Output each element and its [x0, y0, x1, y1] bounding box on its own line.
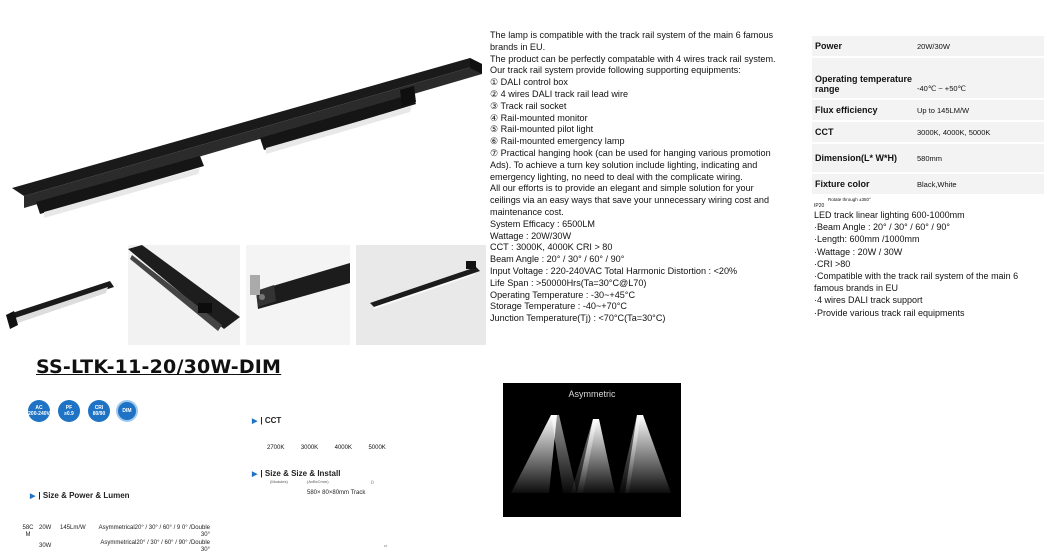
power-section-heading [30, 491, 130, 500]
description-line: All our efforts is to provide an elegant and simple solution for your [490, 183, 754, 194]
cct-heading-text: | CCT [260, 416, 282, 425]
feature-item: ·Wattage : 20W / 30W [814, 246, 903, 257]
description-line: ① DALI control box [490, 77, 568, 88]
spec-row-color [812, 174, 1044, 196]
feature-item: ·4 wires DALI track support [814, 295, 923, 306]
cct-value: 3000K [300, 445, 319, 451]
product-thumbnail [128, 245, 240, 345]
product-hero-image [0, 30, 485, 235]
description-line: emergency lighting, no need to deal with the complicate wiring. [490, 171, 743, 182]
feature-item: ·Compatible with the track rail system of the main 6 famous brands in EU [814, 271, 1019, 294]
feature-item: ·CRI >80 [814, 258, 851, 269]
cct-value: 2700K [267, 445, 285, 451]
description-line: Storage Temperature : -40~+70°C [490, 301, 627, 312]
description-line: ceilings via an easy ways that save your unnecessary wiring cost and [490, 195, 770, 206]
spec-key: Fixture color [815, 179, 870, 189]
spec-row-flux [812, 100, 1044, 122]
cct-values [267, 436, 398, 454]
product-thumbnail [356, 245, 486, 345]
feature-list [814, 197, 1046, 319]
description-line: ④ Rail-mounted monitor [490, 112, 588, 123]
feature-item: LED track linear lighting 600-1000mm [814, 210, 965, 220]
description-line: ③ Track rail socket [490, 100, 567, 111]
feature-item: ·Length: 600mm /1000mm [814, 234, 920, 245]
arrow-icon: ▶ [30, 493, 36, 500]
description-line: The product can be perfectly compatable with 4 wires track rail system. [490, 53, 776, 64]
cct-value: 4000K [334, 445, 352, 451]
page-mark: ⁵⁰ [384, 544, 388, 549]
spec-table [812, 36, 1044, 196]
description-line: Junction Temperature(Tj) : <70°C(Ta=30°C) [490, 313, 666, 324]
product-description [490, 30, 808, 325]
description-line: Beam Angle : 20° / 30° / 60° / 90° [490, 254, 625, 265]
spec-value: -40℃ ~ +50℃ [917, 84, 966, 93]
feature-item: ·Provide various track rail equipments [814, 307, 965, 318]
spec-key: CCT [815, 127, 834, 137]
size-sub-dimensions: (AxBxCmm) [307, 479, 329, 484]
power-factor-badge [58, 400, 80, 422]
spec-key: Flux efficiency [815, 105, 878, 115]
description-line: System Efficacy : 6500LM [490, 218, 595, 229]
product-thumbnail [246, 245, 350, 345]
spec-key: Operating temperature range [815, 74, 913, 94]
power-row-beam: Asymmetrical20° / 30° / 60° / 9 0° /Double 30° [98, 525, 210, 538]
description-line: ⑦ Practical hanging hook (can be used for hanging various promotion [490, 147, 771, 158]
badge-value: 200-240V [28, 411, 50, 417]
rotate-note: Rotate through ±350° [828, 197, 871, 202]
size-sub-install: () [371, 479, 374, 484]
power-row-beam: Asymmetrical20° / 30° / 60° / 90° /Double 30° [100, 540, 210, 553]
size-sub-modules: (Modules) [270, 479, 288, 484]
cct-value: 5000K [368, 445, 386, 451]
spec-row-temperature [812, 58, 1044, 100]
description-line: maintenance cost. [490, 206, 564, 217]
cct-section-heading [252, 416, 281, 425]
power-heading-text: | Size & Power & Lumen [38, 491, 130, 500]
power-row-lumen: 145Lm/W [60, 525, 86, 531]
feature-item: ·Beam Angle : 20° / 30° / 60° / 90° [814, 222, 950, 233]
power-row-wattage: 20W [39, 525, 52, 531]
badge-value: DIM [122, 408, 132, 414]
badge-label: CRI [94, 405, 104, 411]
description-line: ⑤ Rail-mounted pilot light [490, 124, 594, 135]
badge-value: ≥0.9 [64, 411, 74, 417]
arrow-icon: ▶ [252, 471, 258, 478]
badge-label: AC [35, 405, 43, 411]
beam-label: Asymmetric [568, 389, 616, 399]
ac-voltage-badge [28, 400, 50, 422]
spec-key: Dimension(L* W*H) [815, 153, 897, 163]
description-line: CCT : 3000K, 4000K CRI > 80 [490, 242, 613, 253]
ip-rating: IP20 [814, 203, 825, 209]
power-row-size: 58C M [22, 525, 34, 538]
description-line: brands in EU. [490, 41, 546, 52]
spec-value: Up to 145LM/W [917, 105, 970, 115]
description-line: Wattage : 20W/30W [490, 230, 572, 241]
spec-value: 580mm [917, 153, 943, 163]
description-line: Input Voltage : 220-240VAC Total Harmonic Distortion : <20% [490, 265, 738, 276]
description-line: ② 4 wires DALI track rail lead wire [490, 88, 629, 99]
dim-badge [116, 400, 138, 422]
description-line: Ads). To achieve a turn key solution include lighting, indicating and [490, 159, 758, 170]
description-line: Our track rail system provide following supporting equipments: [490, 65, 741, 76]
spec-value: Black,White [917, 179, 957, 189]
size-section-heading [252, 469, 340, 478]
description-line: ⑥ Rail-mounted emergency lamp [490, 136, 625, 147]
description-line: The lamp is compatible with the track rail system of the main 6 famous [490, 30, 774, 40]
model-title: SS-LTK-11-20/30W-DIM [36, 356, 282, 378]
power-row-wattage: 30W [39, 543, 52, 549]
product-thumbnail [0, 245, 118, 345]
badge-label: PF [65, 405, 73, 411]
spec-key: Power [815, 41, 843, 51]
cri-badge [88, 400, 110, 422]
spec-row-power [812, 36, 1044, 58]
description-line: Operating Temperature : -30~+45°C [490, 289, 636, 300]
spec-value: 20W/30W [917, 41, 950, 51]
arrow-icon: ▶ [252, 418, 258, 425]
asymmetric-beam-image [503, 383, 681, 517]
badge-value: 80/90 [92, 411, 106, 417]
spec-value: 3000K, 4000K, 5000K [917, 127, 991, 137]
size-heading-text: | Size & Size & Install [260, 469, 341, 478]
spec-row-cct [812, 122, 1044, 144]
size-value: 580× 80×80mm Track [307, 490, 366, 496]
description-line: Life Span : >50000Hrs(Ta=30°C@L70) [490, 277, 647, 288]
spec-row-dimension [812, 144, 1044, 174]
